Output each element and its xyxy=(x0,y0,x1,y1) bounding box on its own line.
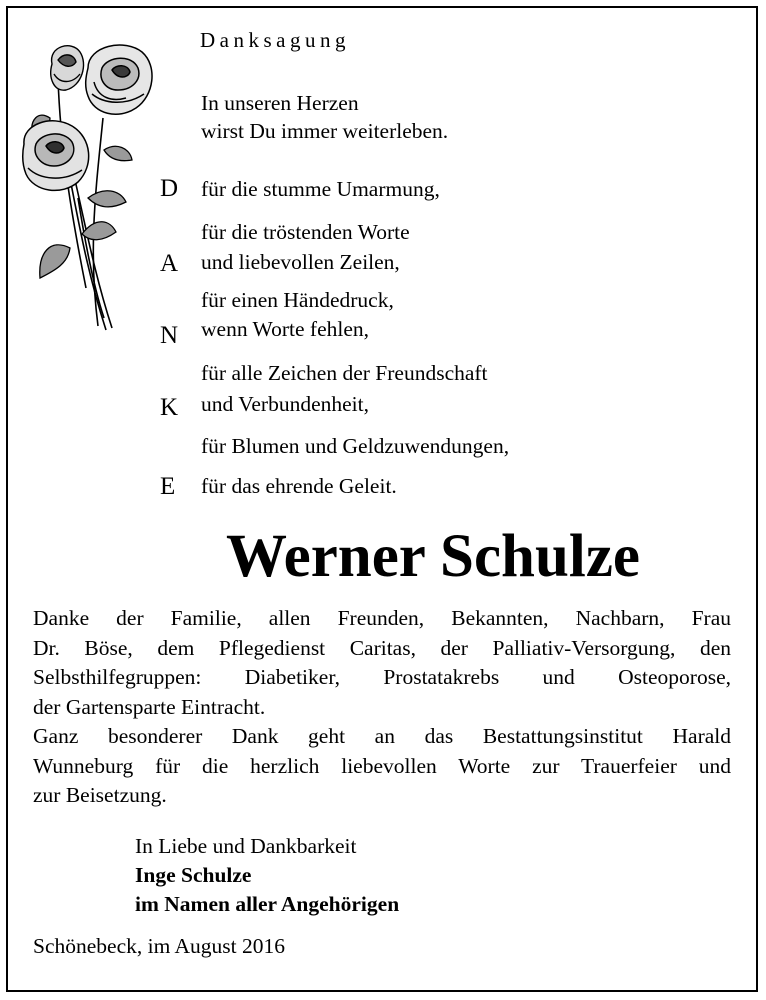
dank-letter-n: N xyxy=(160,322,179,349)
thanks-line: für alle Zeichen der Freundschaft xyxy=(201,361,488,385)
place-date: Schönebeck, im August 2016 xyxy=(33,934,286,958)
rose-large-top xyxy=(86,45,152,114)
dank-letter-a: A xyxy=(160,250,179,277)
intro-line: In unseren Herzen xyxy=(201,91,359,115)
signature-block xyxy=(135,832,399,919)
signature-name: Inge Schulze xyxy=(135,863,252,887)
heading: Danksagung xyxy=(200,28,350,52)
signature-on-behalf: im Namen aller Angehörigen xyxy=(135,892,400,916)
thanks-line: für einen Händedruck, xyxy=(201,288,394,312)
thanks-line: für das ehrende Geleit. xyxy=(201,474,397,498)
body-line: Ganz besonderer Dank geht an das Bestattungsinstitut Harald xyxy=(33,724,731,748)
rose-lower xyxy=(23,121,89,191)
body-line: Wunneburg für die herzlich liebevollen Worte zur Trauerfeier und xyxy=(33,753,731,778)
dank-letter-d: D xyxy=(160,175,179,202)
thanks-line: für die stumme Umarmung, xyxy=(201,177,440,201)
thanks-line: für Blumen und Geldzuwendungen, xyxy=(201,434,510,458)
intro-verse xyxy=(201,89,448,145)
thanks-paragraph xyxy=(33,604,731,811)
deceased-name: Werner Schulze xyxy=(226,523,640,590)
roses-illustration xyxy=(8,38,158,338)
body-line: Selbsthilfegruppen: Diabetiker, Prostatakrebs und Osteoporose, xyxy=(33,665,731,689)
body-line: der Gartensparte Eintracht. xyxy=(33,694,266,719)
thanks-line: für die tröstenden Worte xyxy=(201,220,410,244)
dank-letter-k: K xyxy=(160,394,179,421)
body-line: Danke der Familie, allen Freunden, Bekannten, Nachbarn, Frau xyxy=(33,606,731,630)
thanks-line: und liebevollen Zeilen, xyxy=(201,250,400,274)
body-line: zur Beisetzung. xyxy=(33,783,167,807)
thanks-line: und Verbundenheit, xyxy=(201,392,369,416)
body-line: Dr. Böse, dem Pflegedienst Caritas, der Palliativ-Versorgung, den xyxy=(33,635,731,660)
thanks-line: wenn Worte fehlen, xyxy=(201,317,370,341)
rose-bud xyxy=(51,46,84,90)
signature-closing: In Liebe und Dankbarkeit xyxy=(135,834,357,858)
intro-line: wirst Du immer weiterleben. xyxy=(201,119,449,143)
dank-letter-e: E xyxy=(160,473,176,500)
